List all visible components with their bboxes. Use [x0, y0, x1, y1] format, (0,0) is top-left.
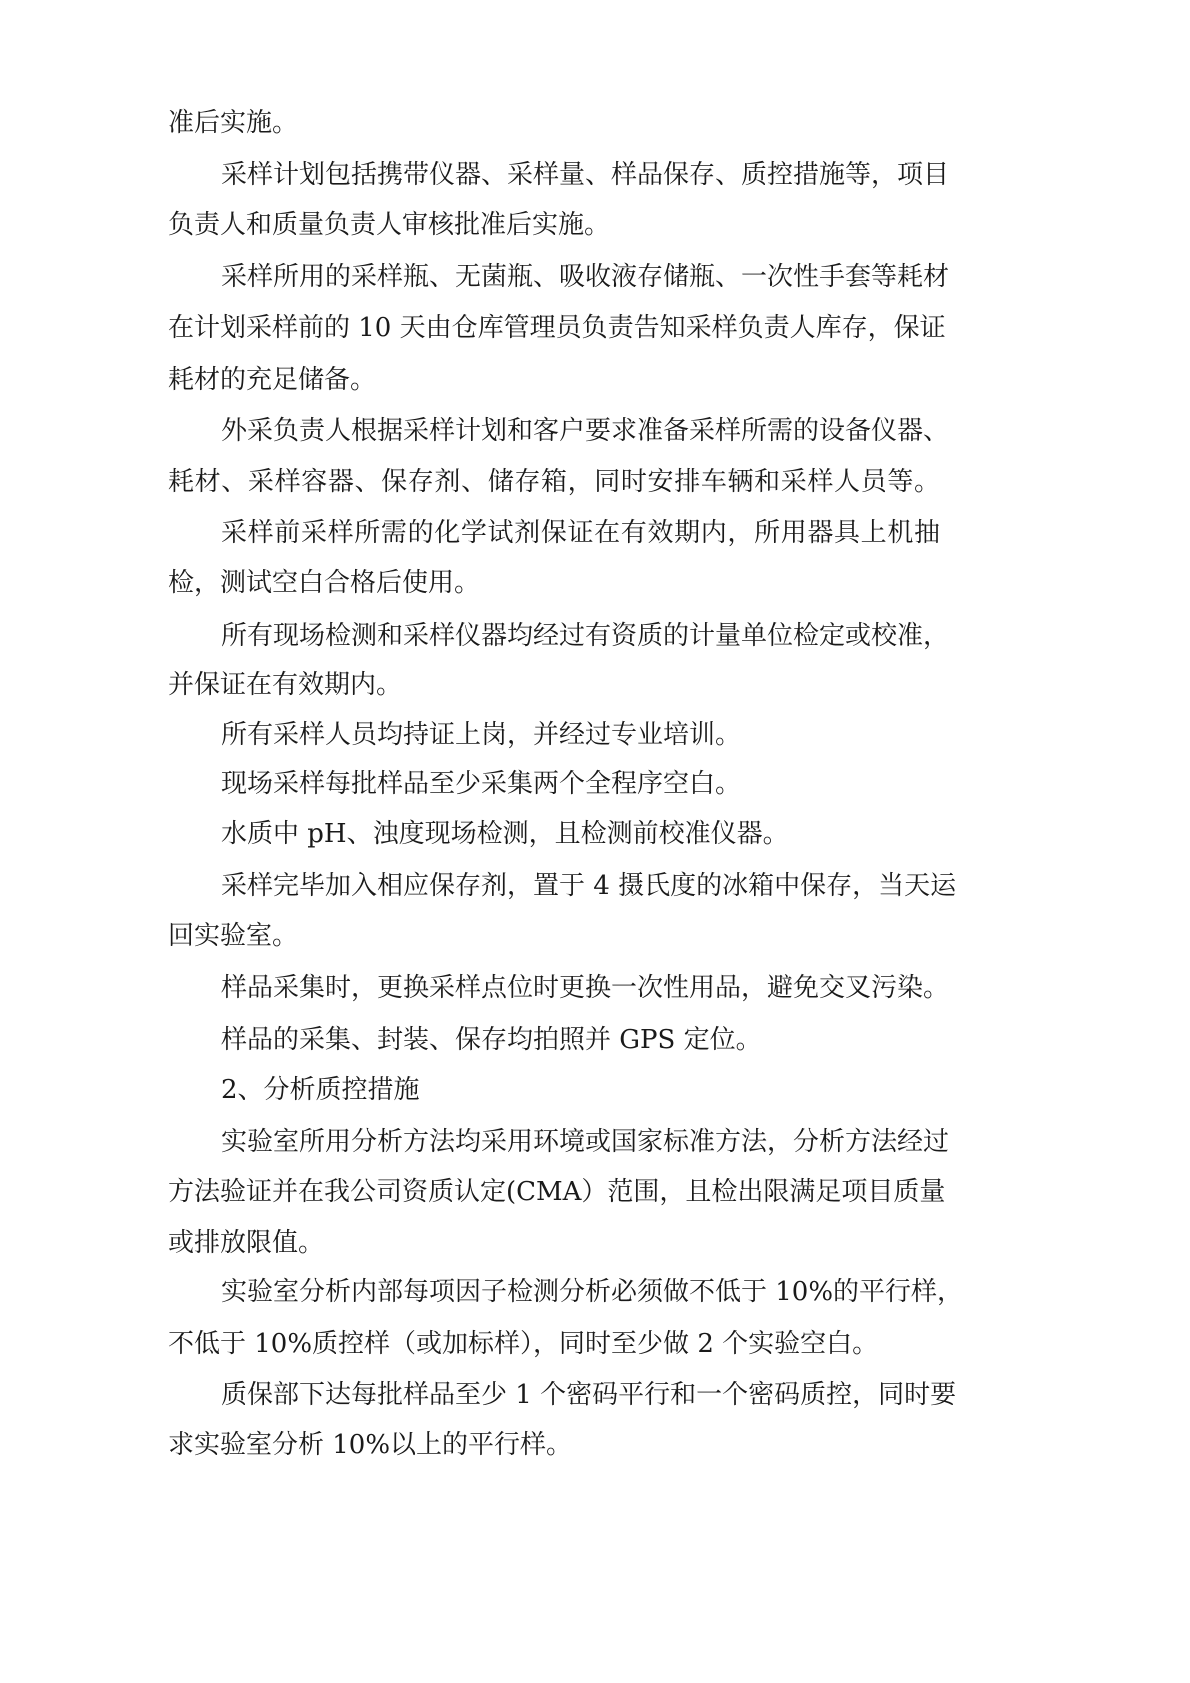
paragraph-personnel: 所有采样人员均持证上岗，并经过专业培训。: [221, 720, 742, 750]
paragraph-blind-samples: 质保部下达每批样品至少 1 个密码平行和一个密码质控，同时要: [221, 1380, 957, 1410]
text-line: 不低于 10%质控样（或加标样），同时至少做 2 个实验空白。: [168, 1329, 879, 1359]
paragraph-ph-turbidity: 水质中 pH、浊度现场检测，且检测前校准仪器。: [221, 819, 789, 849]
paragraph-preservation: 采样完毕加入相应保存剂，置于 4 摄氏度的冰箱中保存，当天运: [221, 871, 957, 901]
text-line: 求实验室分析 10%以上的平行样。: [168, 1430, 573, 1460]
text-line: 或排放限值。: [168, 1228, 325, 1258]
text-line: 耗材、采样容器、保存剂、储存箱，同时安排车辆和采样人员等。: [168, 467, 940, 497]
paragraph-gps: 样品的采集、封装、保存均拍照并 GPS 定位。: [221, 1025, 762, 1055]
paragraph-field-blanks: 现场采样每批样品至少采集两个全程序空白。: [221, 769, 742, 799]
text-line: 方法验证并在我公司资质认定(CMA）范围，且检出限满足项目质量: [168, 1177, 946, 1207]
text-line: 耗材的充足储备。: [168, 365, 377, 395]
paragraph-external-sampling: 外采负责人根据采样计划和客户要求准备采样所需的设备仪器、: [221, 416, 950, 446]
paragraph-analysis-methods: 实验室所用分析方法均采用环境或国家标准方法，分析方法经过: [221, 1127, 950, 1157]
paragraph-sampling-plan: 采样计划包括携带仪器、采样量、样品保存、质控措施等，项目: [221, 160, 950, 190]
text-line: 回实验室。: [168, 921, 299, 951]
text-line: 负责人和质量负责人审核批准后实施。: [168, 210, 611, 240]
text-line: 检，测试空白合格后使用。: [168, 568, 481, 598]
text-line: 准后实施。: [168, 108, 299, 138]
paragraph-instrument-calibration: 所有现场检测和采样仪器均经过有资质的计量单位检定或校准，: [221, 621, 950, 651]
paragraph-consumables: 采样所用的采样瓶、无菌瓶、吸收液存储瓶、一次性手套等耗材: [221, 262, 950, 292]
text-line: 并保证在有效期内。: [168, 670, 403, 700]
paragraph-parallel-samples: 实验室分析内部每项因子检测分析必须做不低于 10%的平行样，: [221, 1277, 964, 1307]
section-heading-analysis-qc: 2、分析质控措施: [221, 1075, 420, 1105]
paragraph-cross-contamination: 样品采集时，更换采样点位时更换一次性用品，避免交叉污染。: [221, 973, 950, 1003]
text-line: 在计划采样前的 10 天由仓库管理员负责告知采样负责人库存，保证: [168, 313, 946, 343]
paragraph-reagents: 采样前采样所需的化学试剂保证在有效期内，所用器具上机抽: [221, 518, 940, 548]
